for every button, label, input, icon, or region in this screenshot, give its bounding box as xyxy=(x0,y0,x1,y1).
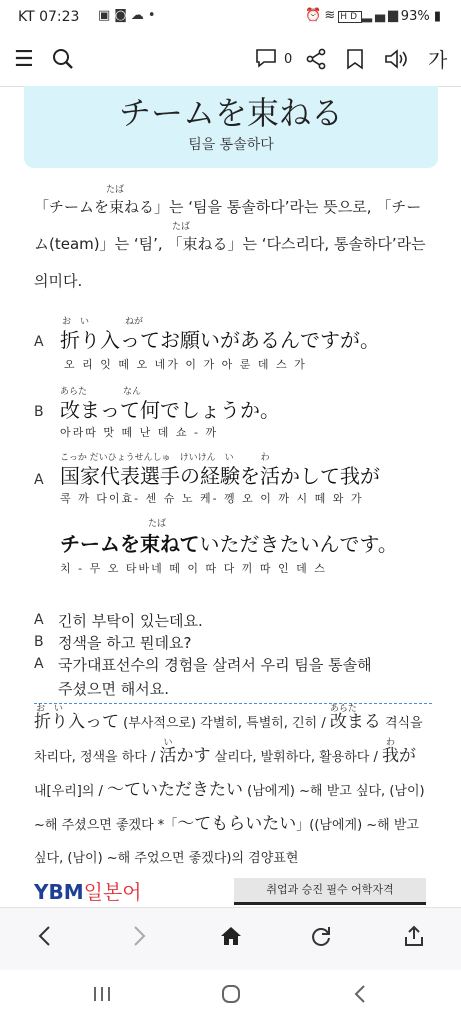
wifi-icon: ≋ xyxy=(324,8,339,23)
japanese-line: 国家代表選手の経験を活かして我が xyxy=(60,464,380,488)
page-title: チームを束ねる xyxy=(118,94,343,132)
title-box xyxy=(24,86,438,168)
vocab-line: 내[우리]의 / ～ていただきたい (남에게) ~해 받고 싶다, (남이) xyxy=(34,780,425,800)
cloud-icon: ☁ xyxy=(130,8,148,23)
browser-bottom-bar xyxy=(0,907,461,970)
article-toolbar xyxy=(0,36,461,87)
menu-icon[interactable]: ☰ xyxy=(14,47,34,72)
vocab-line: お い 折り入って (부사적으로) 각별히, 특별히, 긴히 / あらた 改まる 격식을 xyxy=(34,704,423,732)
japanese-line xyxy=(60,528,398,557)
vocab-line: 싶다, (남이) ~해 주었으면 좋겠다)의 겸양표현 xyxy=(34,851,299,866)
clock: KT 07:23 xyxy=(18,9,80,25)
pronunciation-line: 치 - 무 오 타바네 떼 이 따 다 끼 따 인 데 스 xyxy=(60,562,327,575)
page-subtitle: 팀을 통솔하다 xyxy=(188,137,274,153)
forward-icon[interactable] xyxy=(130,924,148,954)
ruby-text: い xyxy=(163,738,173,748)
explanation-line: ム(team)」는 ‘팀’, 「束ねる」는 ‘다스리다, 통솔하다’라는 xyxy=(34,235,426,253)
bookmark-icon[interactable] xyxy=(346,48,364,76)
speaker-icon[interactable] xyxy=(384,48,410,76)
battery-level: 93% ▮ xyxy=(400,9,441,24)
pronunciation-line: 아라따 맛 떼 난 데 쇼 - 까 xyxy=(60,426,219,439)
speaker-label: A xyxy=(34,472,44,488)
vocabulary-notes xyxy=(34,706,454,875)
back-icon[interactable] xyxy=(36,924,54,954)
vocab-line: ~해 주셨으면 좋겠다 *「～てもらいたい」((남에게) ~해 받고 xyxy=(34,814,419,834)
pronunciation-line: 콕 까 다이효- 센 슈 노 케- 껭 오 이 까 시 떼 와 가 xyxy=(60,492,364,505)
pronunciation-line: 오 리 잇 떼 오 네가 이 가 아 룬 데 스 가 xyxy=(64,358,307,371)
ruby-text: わ xyxy=(385,738,395,748)
section-divider xyxy=(34,703,432,704)
notification-icons xyxy=(98,8,160,23)
speaker-label: A xyxy=(34,612,44,628)
system-home-icon[interactable] xyxy=(221,984,241,1009)
translation-line: 긴히 부탁이 있는데요. xyxy=(58,612,203,630)
comment-count: 0 xyxy=(284,52,293,67)
ad-banner[interactable]: 취업과 승진 필수 어학자격 xyxy=(234,878,426,905)
share-icon[interactable] xyxy=(305,48,327,76)
translation-line: 주셨으면 해서요. xyxy=(58,680,169,698)
vocab-line: 차리다, 정색을 하다 / い 活かす 살리다, 발휘하다, 활용하다 / わ 我が xyxy=(34,738,416,766)
ruby-text: たば xyxy=(106,185,125,195)
translation-line: 국가대표선수의 경험을 살려서 우리 팀을 통솔해 xyxy=(58,656,372,674)
speaker-label: B xyxy=(34,404,44,420)
comment-button[interactable] xyxy=(255,48,292,77)
speaker-label: A xyxy=(34,334,44,350)
system-back-icon[interactable] xyxy=(352,984,368,1009)
explanation-line: 의미다. xyxy=(34,272,83,290)
comment-icon xyxy=(255,48,277,68)
home-icon[interactable] xyxy=(219,924,243,954)
image-icon: ▣ xyxy=(98,8,115,23)
alarm-icon: ⏰ xyxy=(305,8,325,23)
speaker-label: A xyxy=(34,656,44,672)
search-icon[interactable] xyxy=(52,48,74,76)
japanese-line-rest: いただきたいんです。 xyxy=(199,532,398,556)
hd-icon: HD xyxy=(340,12,360,22)
system-nav-bar xyxy=(0,970,461,1024)
dot-icon: • xyxy=(147,8,160,23)
japanese-line: 改まって何でしょうか。 xyxy=(60,398,280,422)
share-page-icon[interactable] xyxy=(403,924,425,954)
ruby-text: こっか だいひょうせんしゅ けいけん い わ xyxy=(60,453,270,463)
ruby-text: お い xyxy=(36,704,64,714)
refresh-icon[interactable] xyxy=(310,924,332,954)
japanese-line: 折り入ってお願いがあるんですが。 xyxy=(60,328,380,352)
explanation-line: 「チームを束ねる」는 ‘팀을 통솔하다’라는 뜻으로, 「チー xyxy=(34,198,422,216)
status-bar xyxy=(0,0,461,34)
ruby-text: たば xyxy=(172,222,191,232)
translation-line: 정색을 하고 뭔데요? xyxy=(58,634,192,652)
ruby-text: お い ねが xyxy=(62,317,144,327)
speaker-label: B xyxy=(34,634,44,650)
system-icons xyxy=(305,8,401,23)
font-size-button[interactable]: 가 xyxy=(428,48,448,72)
recent-apps-icon[interactable] xyxy=(92,984,112,1009)
ybm-logo[interactable]: YBM일본어 xyxy=(34,880,142,904)
camera-icon: ◙ xyxy=(114,8,131,23)
highlight-phrase: チームを束ねて xyxy=(60,532,200,556)
ruby-text: あらた xyxy=(329,704,357,714)
ruby-text: たば xyxy=(148,519,167,529)
ruby-text: あらた なん xyxy=(60,387,142,397)
signal-icon: ▂▄▆ xyxy=(362,8,401,23)
